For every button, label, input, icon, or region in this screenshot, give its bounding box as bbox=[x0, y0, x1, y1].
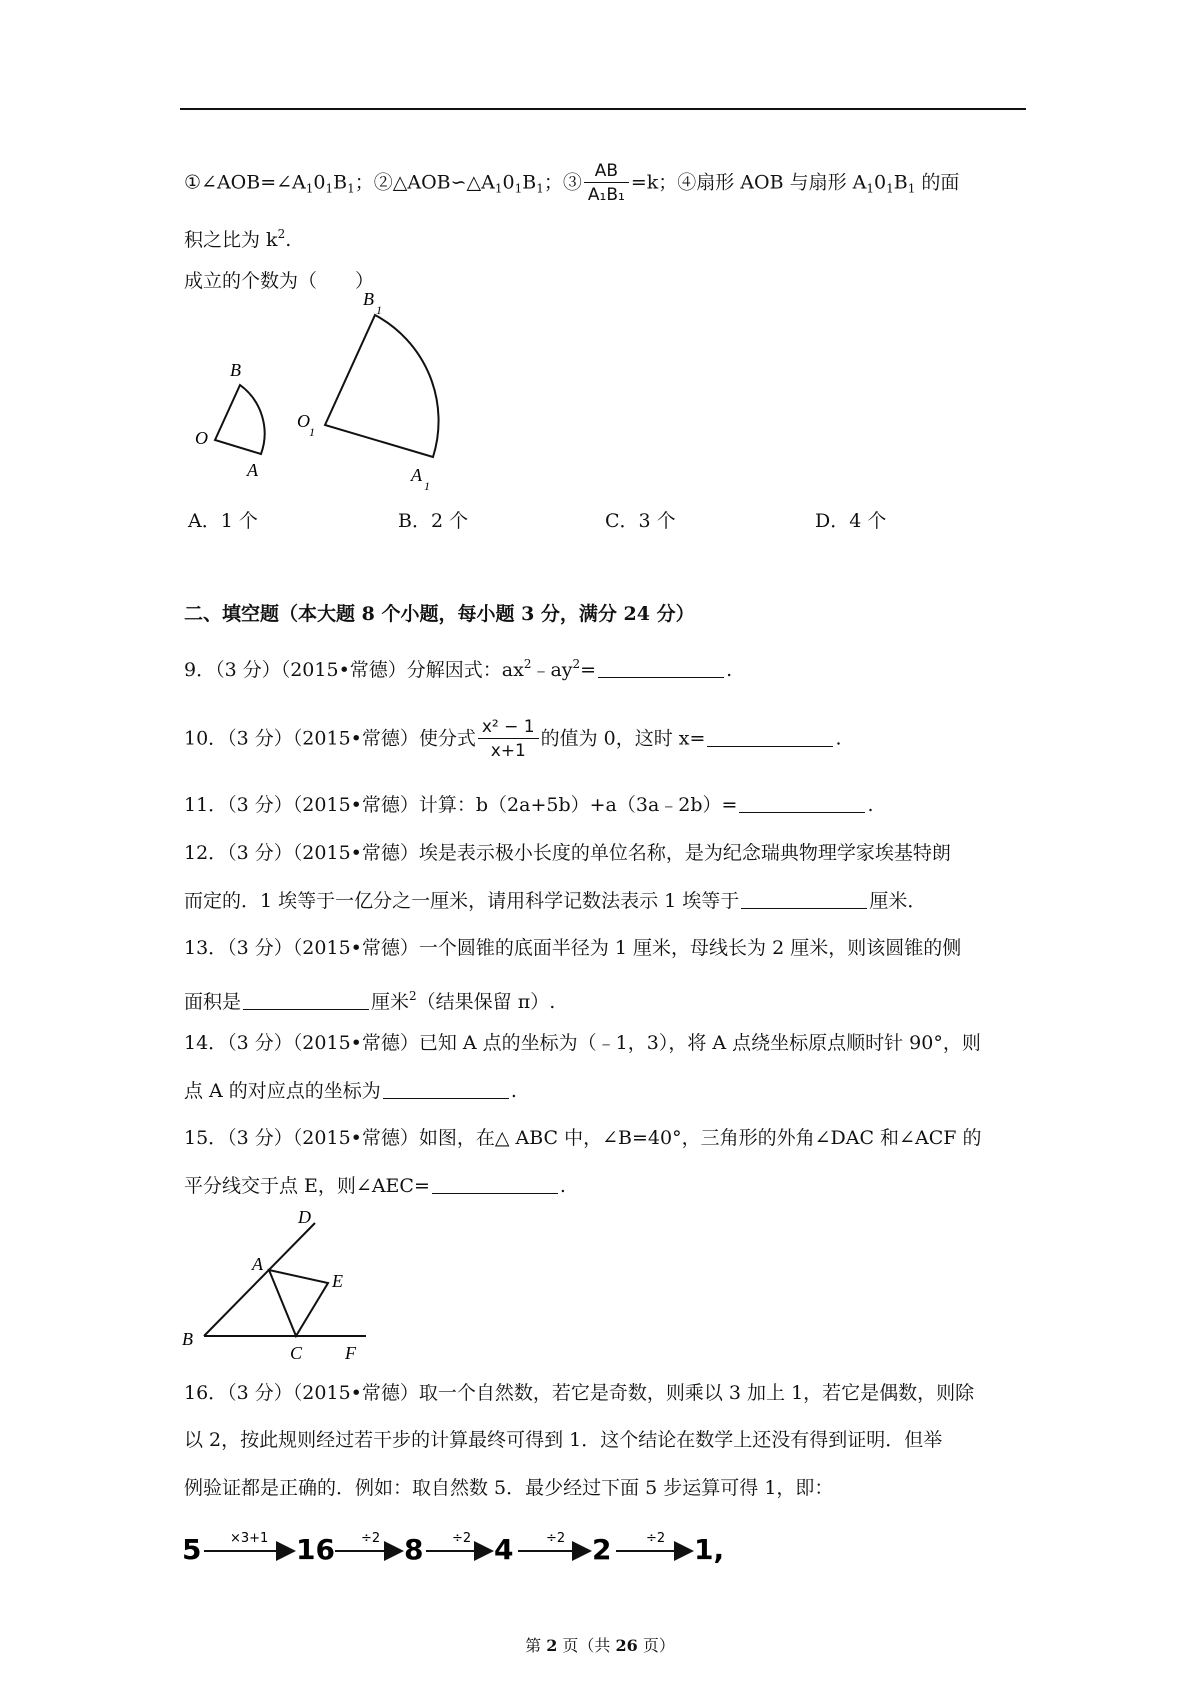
q10-fraction: $\frac{\text{x² − 1}}{x+1}$ bbox=[478, 716, 539, 763]
label-O: O bbox=[195, 428, 208, 448]
q8-sector-figure bbox=[175, 290, 475, 500]
answer-blank bbox=[243, 991, 369, 1010]
label-O1: O bbox=[297, 411, 310, 431]
q13-line1: 13．（3 分）（2015•常德）一个圆锥的底面半径为 1 厘米，母线长为 2 厘米，则该圆锥的侧 bbox=[184, 937, 962, 959]
chain-num-4: 4 bbox=[494, 1533, 514, 1566]
q8-option-d: D．4 个 bbox=[815, 510, 887, 532]
q9: 9．（3 分）（2015•常德）分解因式：$ax^2﹣ay^2=$ . bbox=[184, 657, 733, 681]
answer-blank bbox=[707, 728, 833, 747]
q12-line1: 12．（3 分）（2015•常德）埃是表示极小长度的单位名称，是为纪念瑞典物理学家埃基特朗 bbox=[184, 842, 951, 864]
chain-num-16: 16 bbox=[296, 1533, 335, 1566]
q11: 11．（3 分）（2015•常德）计算：b（2a+5b）+a（3a﹣2b）= . bbox=[184, 794, 874, 816]
label-B1: B bbox=[363, 290, 374, 309]
q15-line2: 平分线交于点 E，则∠AEC= . bbox=[184, 1175, 566, 1197]
q8-option-c: C．3 个 bbox=[605, 510, 676, 532]
label-A1-sub: 1 bbox=[424, 479, 430, 493]
triangle-ACE bbox=[269, 1270, 328, 1336]
label-O1-sub: 1 bbox=[309, 425, 315, 439]
q16-line3: 例验证都是正确的．例如：取自然数 5．最少经过下面 5 步运算可得 1，即： bbox=[184, 1477, 834, 1499]
q8-statements: $①\angle AOB=\angle A_10_1B_1$；$②\triangle AOB∽\triangle A_10_1B_1$；③ $\frac{AB}{\text{A₁B₁}}$ =k；④扇形 AOB 与扇形 $A_10_1B_1$ 的面 bbox=[184, 161, 960, 205]
q8-fraction: $\frac{AB}{\text{A₁B₁}}$ bbox=[584, 160, 629, 207]
page-footer: 第 2 页（共 26 页） bbox=[525, 1636, 675, 1655]
q16-line1: 16．（3 分）（2015•常德）取一个自然数，若它是奇数，则乘以 3 加上 1，若它是偶数，则除 bbox=[184, 1382, 975, 1404]
label-A: A bbox=[247, 460, 258, 480]
q12-line2: 而定的．1 埃等于一亿分之一厘米，请用科学记数法表示 1 埃等于 厘米． bbox=[184, 890, 927, 912]
chain-num-8: 8 bbox=[404, 1533, 424, 1566]
section-title: 二、填空题（本大题 8 个小题，每小题 3 分，满分 24 分） bbox=[184, 603, 695, 625]
q14-line2: 点 A 的对应点的坐标为 . bbox=[184, 1080, 517, 1102]
chain-op: ÷2 bbox=[452, 1531, 472, 1546]
chain-num-1: 1, bbox=[694, 1533, 725, 1566]
q16-line2: 以 2，按此规则经过若干步的计算最终可得到 1．这个结论在数学上还没有得到证明．但举 bbox=[184, 1429, 943, 1451]
q14-line1: 14．（3 分）（2015•常德）已知 A 点的坐标为（﹣1，3），将 A 点绕坐标原点顺时针 90°，则 bbox=[184, 1032, 981, 1054]
large-sector bbox=[325, 315, 439, 457]
q16-operation-chain bbox=[180, 1515, 780, 1575]
answer-blank bbox=[739, 794, 865, 813]
label-A1: A bbox=[411, 465, 422, 485]
q13-line2: 面积是 厘米$^2$（结果保留 π）. bbox=[184, 989, 556, 1013]
chain-op: ÷2 bbox=[546, 1531, 566, 1546]
chain-op: ×3+1 bbox=[230, 1531, 269, 1546]
q8-option-b: B．2 个 bbox=[398, 510, 469, 532]
small-sector bbox=[215, 385, 265, 454]
label-A: A bbox=[252, 1254, 263, 1274]
header-rule bbox=[180, 108, 1026, 110]
label-B1-sub: 1 bbox=[376, 303, 382, 317]
q15-line1: 15．（3 分）（2015•常德）如图，在△ ABC 中，∠B=40°，三角形的外角∠DAC 和∠ACF 的 bbox=[184, 1127, 982, 1149]
q8-stem: 成立的个数为（ ） bbox=[184, 270, 375, 292]
answer-blank bbox=[383, 1080, 509, 1099]
label-F: F bbox=[345, 1343, 356, 1363]
chain-num-2: 2 bbox=[592, 1533, 612, 1566]
label-E: E bbox=[332, 1271, 343, 1291]
q8-statements-line2: 积之比为 $k^2$. bbox=[184, 227, 292, 251]
q10: 10．（3 分）（2015•常德）使分式 $\frac{\text{x² − 1}}{x+1}$ 的值为 0，这时 x= . bbox=[184, 717, 842, 761]
label-D: D bbox=[298, 1207, 311, 1227]
answer-blank bbox=[432, 1175, 558, 1194]
chain-op: ÷2 bbox=[361, 1531, 381, 1546]
chain-num-5: 5 bbox=[182, 1533, 202, 1566]
chain-op: ÷2 bbox=[646, 1531, 666, 1546]
label-B: B bbox=[230, 360, 241, 380]
q15-triangle-figure bbox=[180, 1205, 380, 1365]
answer-blank bbox=[598, 659, 724, 678]
label-C: C bbox=[290, 1343, 303, 1363]
line-BD bbox=[204, 1223, 315, 1336]
label-B: B bbox=[182, 1329, 193, 1349]
answer-blank bbox=[741, 890, 867, 909]
q8-option-a: A．1 个 bbox=[188, 510, 258, 532]
